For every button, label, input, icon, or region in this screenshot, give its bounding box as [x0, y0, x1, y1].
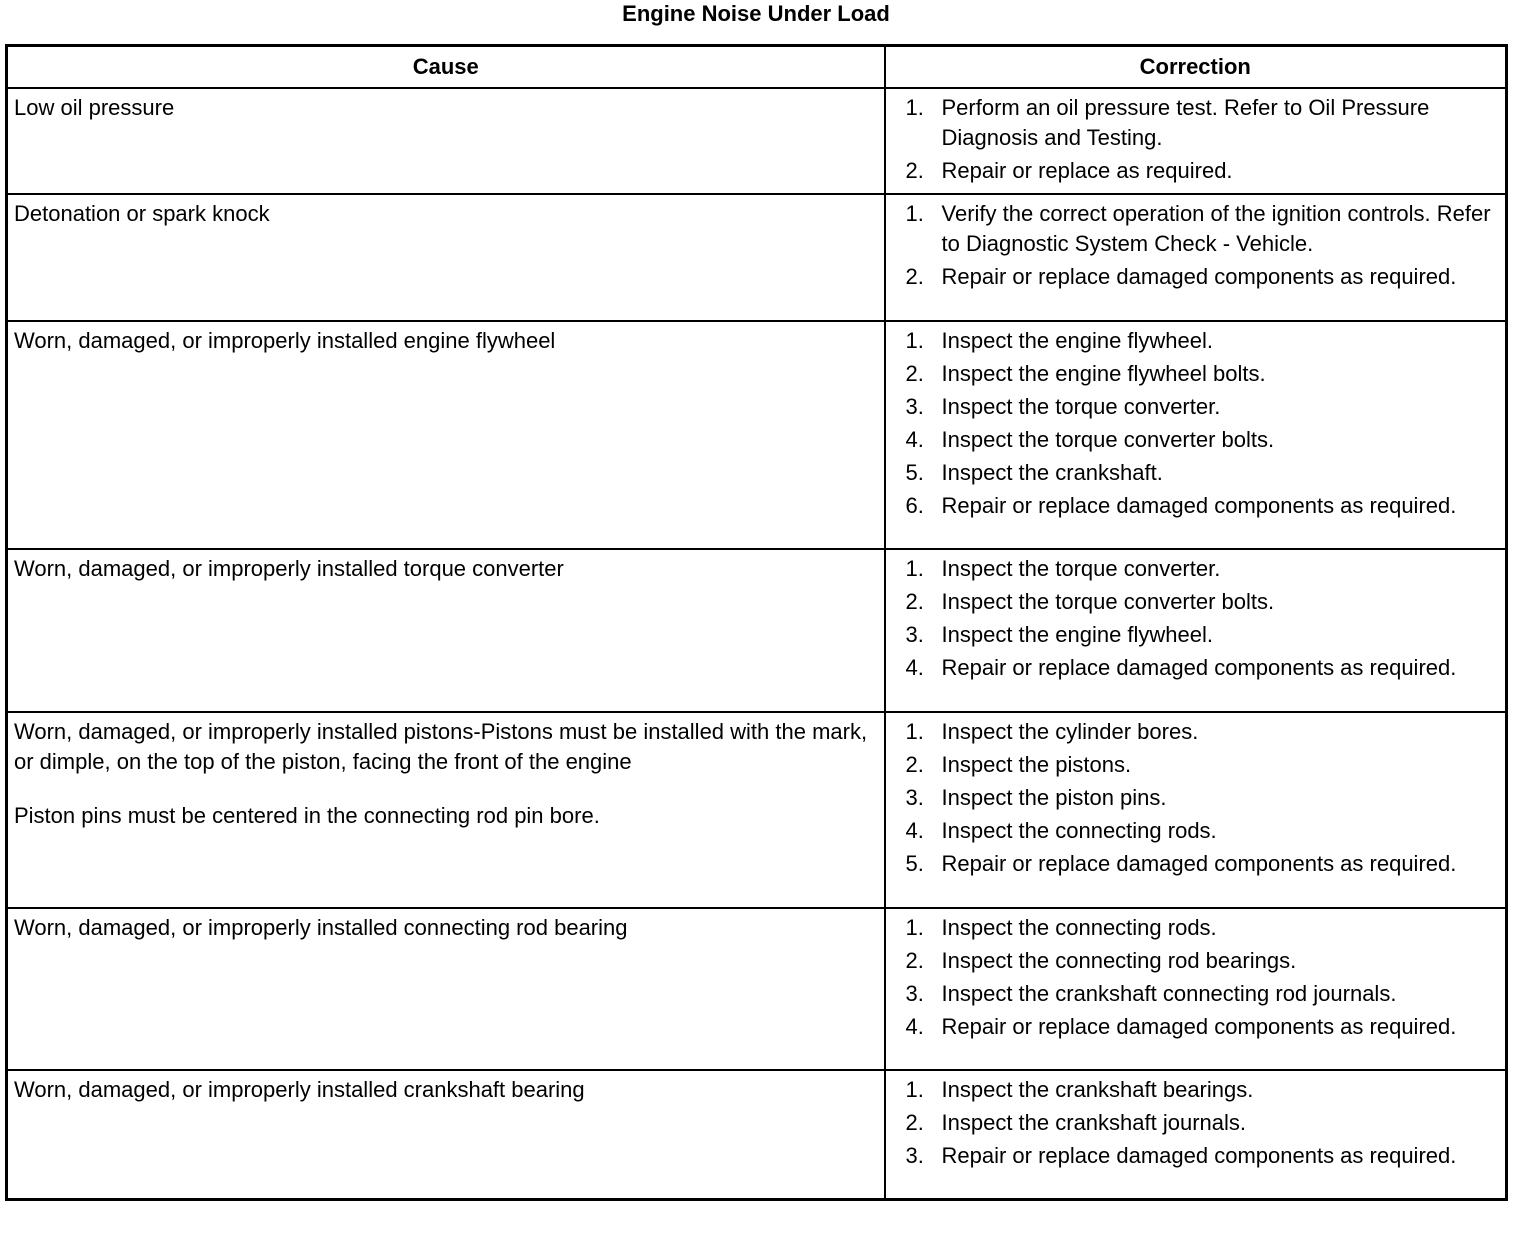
correction-steps — [906, 199, 1498, 292]
table-row — [7, 88, 1507, 194]
step-text: Inspect the crankshaft bearings. — [941, 1077, 1254, 1102]
correction-step — [906, 913, 1498, 943]
table-row — [7, 908, 1507, 1070]
correction-step — [906, 620, 1498, 650]
step-number: 4. — [905, 655, 924, 680]
step-number: 1. — [905, 719, 924, 744]
cause-header: Cause — [7, 46, 885, 89]
step-number: 5. — [905, 460, 924, 485]
step-text: Repair or replace damaged components as required. — [941, 1143, 1457, 1168]
correction-step — [906, 717, 1498, 747]
cause-text: Worn, damaged, or improperly installed crankshaft bearing — [14, 1077, 585, 1102]
correction-header: Correction — [885, 46, 1507, 89]
step-text: Repair or replace damaged components as required. — [941, 655, 1457, 680]
correction-step — [906, 326, 1498, 356]
cause-text: Worn, damaged, or improperly installed connecting rod bearing — [14, 915, 628, 940]
step-text: Verify the correct operation of the ignition controls. Refer to Diagnostic System Check - Vehicle. — [941, 201, 1491, 256]
step-text: Repair or replace damaged components as required. — [941, 493, 1457, 518]
table-row — [7, 321, 1507, 549]
step-text: Inspect the torque converter. — [941, 556, 1221, 581]
step-number: 1. — [905, 95, 924, 120]
cause-cell — [7, 1070, 885, 1199]
correction-steps — [906, 1075, 1498, 1171]
correction-steps — [906, 93, 1498, 186]
step-number: 6. — [905, 493, 924, 518]
step-number: 4. — [905, 427, 924, 452]
correction-step — [906, 458, 1498, 488]
step-number: 3. — [905, 622, 924, 647]
correction-step — [906, 653, 1498, 683]
step-number: 2. — [905, 589, 924, 614]
step-number: 3. — [905, 394, 924, 419]
correction-steps — [906, 554, 1498, 683]
correction-step — [906, 491, 1498, 521]
table-row — [7, 1070, 1507, 1199]
cause-text: Worn, damaged, or improperly installed engine flywheel — [14, 328, 556, 353]
step-text: Inspect the connecting rods. — [941, 915, 1217, 940]
correction-step — [906, 425, 1498, 455]
step-number: 1. — [905, 1077, 924, 1102]
cause-text: Worn, damaged, or improperly installed torque converter — [14, 556, 564, 581]
step-number: 1. — [905, 201, 924, 226]
diagnosis-table — [5, 44, 1508, 1201]
step-number: 3. — [905, 1143, 924, 1168]
correction-step — [906, 1141, 1498, 1171]
step-number: 1. — [905, 915, 924, 940]
cause-text: Worn, damaged, or improperly installed pistons-Pistons must be installed with the mark, or dimple, on the top of the piston, facing the front of the engine — [14, 719, 868, 774]
step-text: Perform an oil pressure test. Refer to Oil Pressure Diagnosis and Testing. — [941, 95, 1430, 150]
step-text: Repair or replace damaged components as required. — [941, 1014, 1457, 1039]
step-number: 3. — [905, 785, 924, 810]
step-number: 2. — [905, 264, 924, 289]
correction-step — [906, 1075, 1498, 1105]
correction-step — [906, 1012, 1498, 1042]
step-text: Inspect the pistons. — [941, 752, 1132, 777]
correction-step — [906, 262, 1498, 292]
correction-cell — [885, 712, 1507, 908]
correction-step — [906, 750, 1498, 780]
correction-cell — [885, 549, 1507, 712]
correction-step — [906, 849, 1498, 879]
correction-cell — [885, 88, 1507, 194]
correction-step — [906, 554, 1498, 584]
step-number: 2. — [905, 948, 924, 973]
correction-step — [906, 979, 1498, 1009]
correction-cell — [885, 1070, 1507, 1199]
step-text: Inspect the torque converter. — [941, 394, 1221, 419]
step-text: Inspect the engine flywheel bolts. — [941, 361, 1266, 386]
table-row — [7, 549, 1507, 712]
step-text: Inspect the crankshaft journals. — [941, 1110, 1246, 1135]
step-number: 2. — [905, 752, 924, 777]
step-text: Inspect the connecting rods. — [941, 818, 1217, 843]
step-text: Inspect the torque converter bolts. — [941, 427, 1275, 452]
step-number: 2. — [905, 1110, 924, 1135]
correction-cell — [885, 908, 1507, 1070]
table-header-row — [7, 46, 1507, 89]
step-number: 3. — [905, 981, 924, 1006]
step-text: Inspect the piston pins. — [941, 785, 1167, 810]
step-number: 1. — [905, 328, 924, 353]
page-title: Engine Noise Under Load — [622, 1, 890, 26]
cause-cell — [7, 549, 885, 712]
cause-cell — [7, 194, 885, 321]
step-text: Inspect the engine flywheel. — [941, 622, 1214, 647]
correction-step — [906, 1108, 1498, 1138]
correction-steps — [906, 326, 1498, 521]
step-number: 4. — [905, 818, 924, 843]
cause-cell — [7, 321, 885, 549]
correction-step — [906, 199, 1498, 259]
correction-step — [906, 587, 1498, 617]
correction-cell — [885, 321, 1507, 549]
cause-text: Detonation or spark knock — [14, 201, 270, 226]
step-text: Repair or replace as required. — [941, 158, 1233, 183]
step-text: Repair or replace damaged components as required. — [941, 264, 1457, 289]
step-text: Inspect the torque converter bolts. — [941, 589, 1275, 614]
step-text: Inspect the connecting rod bearings. — [941, 948, 1297, 973]
correction-steps — [906, 717, 1498, 879]
correction-step — [906, 946, 1498, 976]
correction-step — [906, 783, 1498, 813]
step-text: Inspect the cylinder bores. — [941, 719, 1199, 744]
step-number: 4. — [905, 1014, 924, 1039]
cause-text: Piston pins must be centered in the connecting rod pin bore. — [14, 803, 600, 828]
step-number: 2. — [905, 158, 924, 183]
cause-text: Low oil pressure — [14, 95, 175, 120]
step-text: Inspect the crankshaft connecting rod journals. — [941, 981, 1397, 1006]
step-text: Repair or replace damaged components as required. — [941, 851, 1457, 876]
correction-steps — [906, 913, 1498, 1042]
correction-step — [906, 93, 1498, 153]
correction-step — [906, 359, 1498, 389]
table-row — [7, 194, 1507, 321]
correction-cell — [885, 194, 1507, 321]
cause-cell — [7, 712, 885, 908]
step-number: 2. — [905, 361, 924, 386]
step-text: Inspect the engine flywheel. — [941, 328, 1214, 353]
cause-cell — [7, 908, 885, 1070]
step-number: 5. — [905, 851, 924, 876]
cause-cell — [7, 88, 885, 194]
correction-step — [906, 392, 1498, 422]
correction-step — [906, 816, 1498, 846]
table-row — [7, 712, 1507, 908]
correction-step — [906, 156, 1498, 186]
step-text: Inspect the crankshaft. — [941, 460, 1163, 485]
step-number: 1. — [905, 556, 924, 581]
